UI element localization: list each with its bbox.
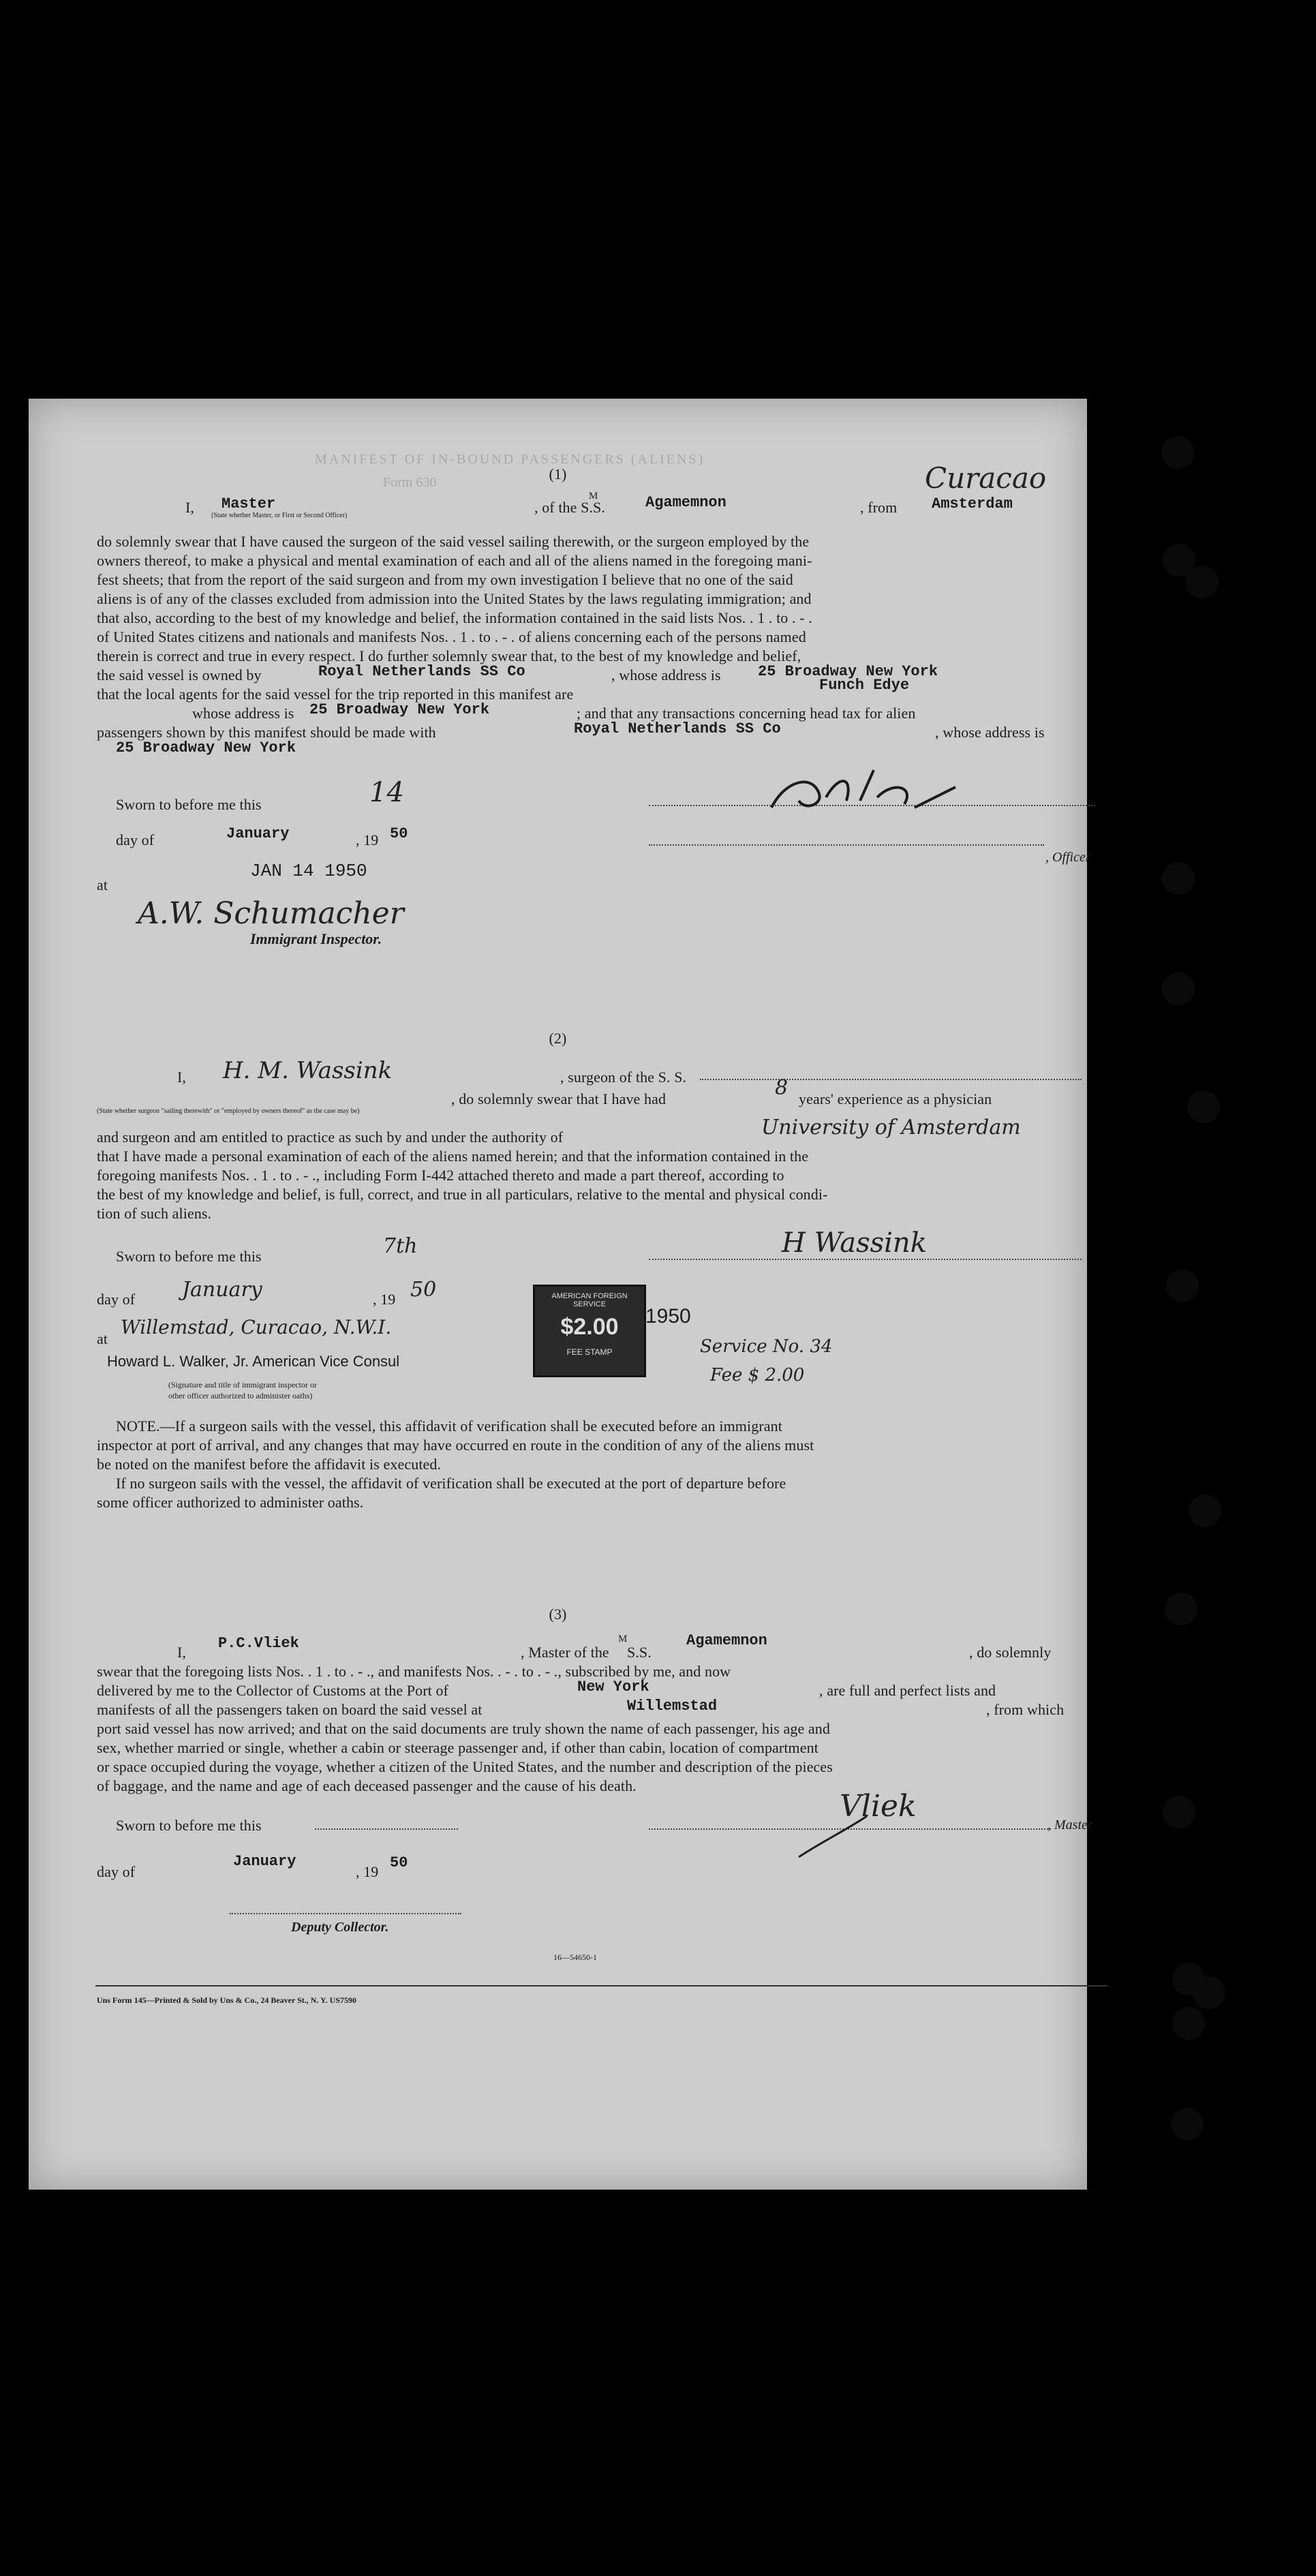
s2-ss-line [700,1079,1082,1080]
s1-month: January [226,825,290,842]
s3-master-name: P.C.Vliek [218,1635,299,1652]
punch-hole [1187,1090,1220,1123]
s3-vessel: Agamemnon [686,1632,767,1649]
s1-head-tax-address: 25 Broadway New York [116,739,296,756]
punch-hole [1163,1796,1195,1828]
s2-sworn-day: 7th [383,1234,418,1258]
s2-day-of-label: day of [97,1291,136,1308]
s1-vessel: Agamemnon [645,494,726,511]
s3-day-of-label: day of [97,1863,136,1880]
footer-printer: Uns Form 145—Printed & Sold by Uns & Co., 24 Beaver St., N. Y. US7590 [97,1995,356,2005]
service-note: Service No. 34 [700,1336,833,1357]
s3-line: port said vessel has now arrived; and that on the said documents are truly shown the name of each passenger, his age and [97,1720,830,1737]
s3-solemnly-label: , do solemnly [969,1644,1052,1661]
s2-note: inspector at port of arrival, and any changes that may have occurred en route in the condition of any of the aliens must [97,1437,814,1454]
s2-years-text: years' experience as a physician [799,1090,992,1107]
s1-officer-line [649,844,1044,846]
s2-note: be noted on the manifest before the affidavit is executed. [97,1456,442,1473]
s3-ss-prefix: M [618,1634,628,1644]
s2-caption: (State whether surgeon "sailing therewith" or "employed by owners thereof" as the case may be) [97,1107,360,1115]
s1-line: that also, according to the best of my knowledge and belief, the information contained in the said lists Nos. . 1 . to . - . [97,609,812,626]
s1-head-tax-party: Royal Netherlands SS Co [574,720,781,737]
s3-line-1: swear that the foregoing lists Nos. . 1 . to . - ., and manifests Nos. . - . to . - ., subscribed by me, and now [97,1663,731,1680]
s1-owner: Royal Netherlands SS Co [318,663,525,680]
fee-stamp-bottom: FEE STAMP [566,1347,613,1357]
s2-consul: Howard L. Walker, Jr. American Vice Consul [107,1353,400,1370]
ghost-header: MANIFEST OF IN-BOUND PASSENGERS (ALIENS) [315,452,705,467]
s1-local-agents-label: that the local agents for the said vessel for the trip reported in this manifest are [97,686,574,703]
s3-departure: Willemstad [627,1698,718,1715]
s1-line: fest sheets; that from the report of the said surgeon and from my own investigation I believe that no one of the said [97,571,793,588]
s1-from-typed: Amsterdam [932,495,1013,512]
s3-line-2a: delivered by me to the Collector of Customs at the Port of [97,1682,448,1699]
stamp-year: 1950 [645,1305,691,1328]
s3-month: January [233,1853,296,1870]
section-2-number: (2) [549,1030,567,1047]
s2-line: that I have made a personal examination of each of the aliens named herein; and that the information contained in the [97,1148,809,1165]
s3-signature-flourish [792,1809,874,1864]
s1-whose-address-label-3: , whose address is [935,724,1045,741]
s2-authority: University of Amsterdam [761,1116,1021,1139]
punch-hole [1161,436,1194,469]
s1-line: aliens is of any of the classes excluded from admission into the United States by the laws regulating immigration; and [97,590,812,607]
s1-rank-caption: (State whether Master, or First or Second Officer) [211,512,348,519]
s2-surgeon-signature: H Wassink [782,1227,927,1259]
punch-hole [1162,862,1195,895]
s3-ss-label: S.S. [627,1644,652,1661]
s3-line: sex, whether married or single, whether a cabin or steerage passenger and, if other than cabin, location of compartment [97,1739,818,1756]
s2-surgeon-of-label: , surgeon of the S. S. [560,1069,687,1086]
s2-year-prefix: , 19 [373,1291,396,1308]
s2-surgeon-name: H. M. Wassink [223,1057,393,1084]
s1-sworn-day: 14 [369,777,404,808]
s2-line: the best of my knowledge and belief, is full, correct, and true in all particulars, relative to the mental and physical condi- [97,1186,828,1203]
s1-of-the-ss: , of the S.S. [534,499,605,516]
s1-ss-prefix: M [589,491,598,502]
manifest-page [29,399,1093,2190]
s2-place: Willemstad, Curacao, N.W.I. [121,1316,392,1338]
ghost-form-number: Form 630 [383,475,437,490]
s1-whose-address-label: , whose address is [611,666,721,684]
s1-line: do solemnly swear that I have caused the surgeon of the said vessel sailing therewith, or the surgeon employed by the [97,533,810,550]
punch-hole [1186,566,1219,598]
s1-line: owners thereof, to make a physical and mental examination of each and all of the aliens named in the foregoing mani- [97,552,812,569]
s2-at-label: at [97,1330,108,1347]
s1-head-tax-text: ; and that any transactions concerning head tax for alien [577,705,916,722]
s3-line-3b: , from which [986,1701,1065,1718]
s2-line: tion of such aliens. [97,1205,212,1222]
s1-master-signature-mark [758,760,962,828]
punch-hole [1171,2108,1204,2141]
s1-agents: Funch Edye [819,677,910,694]
s1-passengers-text: passengers shown by this manifest should be made with [97,724,436,741]
s2-note: NOTE.—If a surgeon sails with the vessel, this affidavit of verification shall be executed before an immigrant [116,1417,782,1435]
s3-sworn-label: Sworn to before me this [116,1817,262,1834]
punch-hole [1172,2007,1205,2040]
footer-rule [95,1985,1107,1987]
s1-day-of-label: day of [116,831,155,848]
punch-hole [1165,1593,1197,1625]
s2-signature-line [649,1259,1082,1260]
s3-line-2b: , are full and perfect lists and [819,1682,996,1699]
s1-sworn-label: Sworn to before me this [116,796,262,813]
s3-year-prefix: , 19 [356,1863,379,1880]
s2-solemnly-text: , do solemnly swear that I have had [451,1090,667,1107]
s1-year-suffix: 50 [390,825,408,842]
section-1-number: (1) [549,465,567,482]
s3-master-of-label: , Master of the [521,1644,609,1661]
punch-hole [1162,972,1195,1005]
s3-deputy-line [230,1913,461,1914]
s1-at-label: at [97,876,108,893]
s3-line: or space occupied during the voyage, whether a citizen of the United States, and the number and description of the pieces [97,1758,833,1775]
s3-port: New York [577,1678,649,1696]
s3-line: of baggage, and the name and age of each deceased passenger and the cause of his death. [97,1777,637,1794]
s1-from-hand: Curacao [925,461,1047,495]
s1-from-label: , from [860,499,898,516]
s2-note: If no surgeon sails with the vessel, the affidavit of verification shall be executed at the port of departure before [116,1475,786,1492]
s1-officer-label: , Officer [1045,850,1091,865]
s1-line: therein is correct and true in every respect. I do further solemnly swear that, to the best of my knowledge and belief, [97,647,801,664]
s1-i-label: I, [185,499,195,516]
s2-note: some officer authorized to administer oaths. [97,1494,364,1511]
s2-consul-caption-2: other officer authorized to administer oaths) [168,1391,313,1400]
s1-line: of United States citizens and nationals and manifests Nos. . 1 . to . - . of aliens concerning each of the persons named [97,628,806,645]
s1-year-prefix: , 19 [356,831,379,848]
s1-owned-by-label: the said vessel is owned by [97,666,262,684]
s1-inspector-title: Immigrant Inspector. [250,930,382,947]
punch-hole [1189,1494,1221,1527]
s2-authority-text: and surgeon and am entitled to practice as such by and under the authority of [97,1129,564,1146]
fee-stamp-top: AMERICAN FOREIGN SERVICE [551,1292,628,1308]
s1-inspector-signature: A.W. Schumacher [138,896,404,931]
punch-hole [1166,1270,1199,1302]
s2-consul-caption-1: (Signature and title of immigrant inspector or [168,1380,317,1390]
punch-hole [1193,1976,1225,2009]
s1-date-stamp: JAN 14 1950 [250,861,367,881]
fee-note: Fee $ 2.00 [710,1365,805,1385]
s3-i-label: I, [177,1644,187,1661]
s2-i-label: I, [177,1069,187,1086]
s3-line-3a: manifests of all the passengers taken on board the said vessel at [97,1701,483,1718]
s2-month: January [182,1278,262,1302]
s2-year-suffix: 50 [410,1278,437,1302]
fee-stamp-value: $2.00 [560,1314,619,1340]
s1-whose-address-label-2: whose address is [192,705,294,722]
s1-master-value: Master [221,495,276,512]
s3-deputy-label: Deputy Collector. [291,1920,389,1935]
s3-form-code: 16—54650-1 [553,1952,597,1962]
s2-line: foregoing manifests Nos. . 1 . to . - ., including Form I-442 attached thereto and made a part thereof, according to [97,1167,784,1184]
s3-master-signature: Vliek [840,1789,917,1824]
s3-sworn-line [315,1828,458,1830]
s1-owner-address: 25 Broadway New York [758,663,938,680]
s1-agents-address: 25 Broadway New York [309,701,490,718]
s3-master-label: , Master [1047,1818,1093,1833]
s2-years: 8 [775,1076,789,1100]
section-3-number: (3) [549,1606,567,1623]
fee-stamp [533,1285,646,1377]
s3-year-suffix: 50 [390,1854,408,1871]
s2-sworn-label: Sworn to before me this [116,1248,262,1265]
